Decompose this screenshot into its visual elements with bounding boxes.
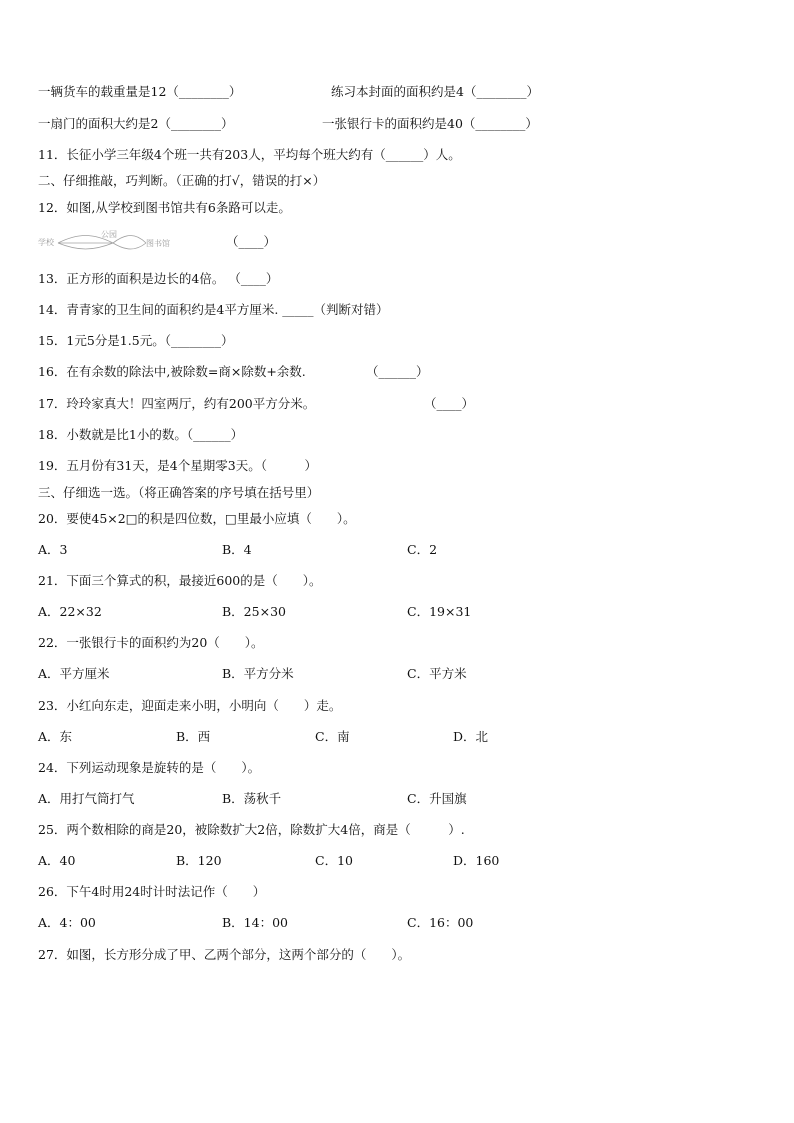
route-path-lower-2 — [113, 243, 146, 249]
q21-option-b: B．25×30 — [222, 604, 286, 619]
question-13: 13．正方形的面积是边长的4倍。 （____） — [38, 271, 279, 286]
question-19: 19．五月份有31天，是4个星期零3天。（ ） — [38, 458, 317, 473]
question-12-blank: （____） — [226, 234, 277, 249]
q26-option-b: B．14：00 — [222, 915, 288, 930]
q25-option-a: A．40 — [38, 853, 76, 868]
route-path-upper-2 — [113, 236, 146, 244]
question-17: 17．玲玲家真大！四室两厅，约有200平方分米。 — [38, 396, 316, 411]
q26-option-a: A．4：00 — [38, 915, 96, 930]
q23-option-b: B．西 — [176, 729, 211, 744]
q23-option-d: D．北 — [453, 729, 489, 744]
question-21: 21．下面三个算式的积，最接近600的是（ ）。 — [38, 573, 322, 588]
section-2-heading: 二、仔细推敲，巧判断。（正确的打√，错误的打×） — [38, 173, 326, 188]
q22-option-c: C．平方米 — [407, 666, 467, 681]
q20-option-a: A．3 — [38, 542, 68, 557]
question-12: 12．如图,从学校到图书馆共有6条路可以走。 — [38, 200, 291, 215]
question-23: 23．小红向东走，迎面走来小明，小明向（ ）走。 — [38, 698, 342, 713]
q22-option-b: B．平方分米 — [222, 666, 294, 681]
q22-option-a: A．平方厘米 — [38, 666, 110, 681]
q21-option-c: C．19×31 — [407, 604, 472, 619]
q24-option-b: B．荡秋千 — [222, 791, 282, 806]
question-17-blank: （____） — [424, 396, 475, 411]
q25-option-d: D．160 — [453, 853, 500, 868]
school-label: 学校 — [38, 238, 54, 247]
question-27: 27．如图，长方形分成了甲、乙两个部分，这两个部分的（ ）。 — [38, 947, 411, 962]
route-path-lower — [58, 243, 113, 249]
q20-option-b: B．4 — [222, 542, 252, 557]
question-25: 25．两个数相除的商是20，被除数扩大2倍，除数扩大4倍，商是（ ）. — [38, 822, 465, 837]
question-18: 18．小数就是比1小的数。（______） — [38, 427, 244, 442]
unit-fill-bankcard: 一张银行卡的面积约是40（________） — [322, 116, 538, 131]
unit-fill-door: 一扇门的面积大约是2（________） — [38, 116, 234, 131]
q25-option-b: B．120 — [176, 853, 222, 868]
q24-option-a: A．用打气筒打气 — [38, 791, 135, 806]
q23-option-c: C．南 — [315, 729, 350, 744]
question-24: 24．下列运动现象是旋转的是（ ）。 — [38, 760, 261, 775]
q24-option-c: C．升国旗 — [407, 791, 467, 806]
question-22: 22．一张银行卡的面积约为20（ ）。 — [38, 635, 264, 650]
question-16: 16．在有余数的除法中,被除数=商×除数+余数. — [38, 364, 306, 379]
q23-option-a: A．东 — [38, 729, 73, 744]
q25-option-c: C．10 — [315, 853, 353, 868]
question-26: 26．下午4时用24时计时法记作（ ） — [38, 884, 266, 899]
route-diagram — [38, 229, 188, 255]
question-14: 14．青青家的卫生间的面积约是4平方厘米. _____（判断对错） — [38, 302, 389, 317]
library-label: 图书馆 — [146, 239, 170, 248]
q21-option-a: A．22×32 — [38, 604, 102, 619]
question-15: 15．1元5分是1.5元。（________） — [38, 333, 234, 348]
park-label: 公园 — [101, 230, 117, 239]
q20-option-c: C．2 — [407, 542, 438, 557]
q26-option-c: C．16：00 — [407, 915, 474, 930]
question-16-blank: （______） — [366, 364, 429, 379]
question-11: 11．长征小学三年级4个班一共有203人，平均每个班大约有（______）人。 — [38, 147, 461, 162]
section-3-heading: 三、仔细选一选。（将正确答案的序号填在括号里） — [38, 485, 320, 500]
unit-fill-notebook: 练习本封面的面积约是4（________） — [331, 84, 539, 99]
unit-fill-truck: 一辆货车的载重量是12（________） — [38, 84, 242, 99]
question-20: 20．要使45×2□的积是四位数，□里最小应填（ ）。 — [38, 511, 356, 526]
